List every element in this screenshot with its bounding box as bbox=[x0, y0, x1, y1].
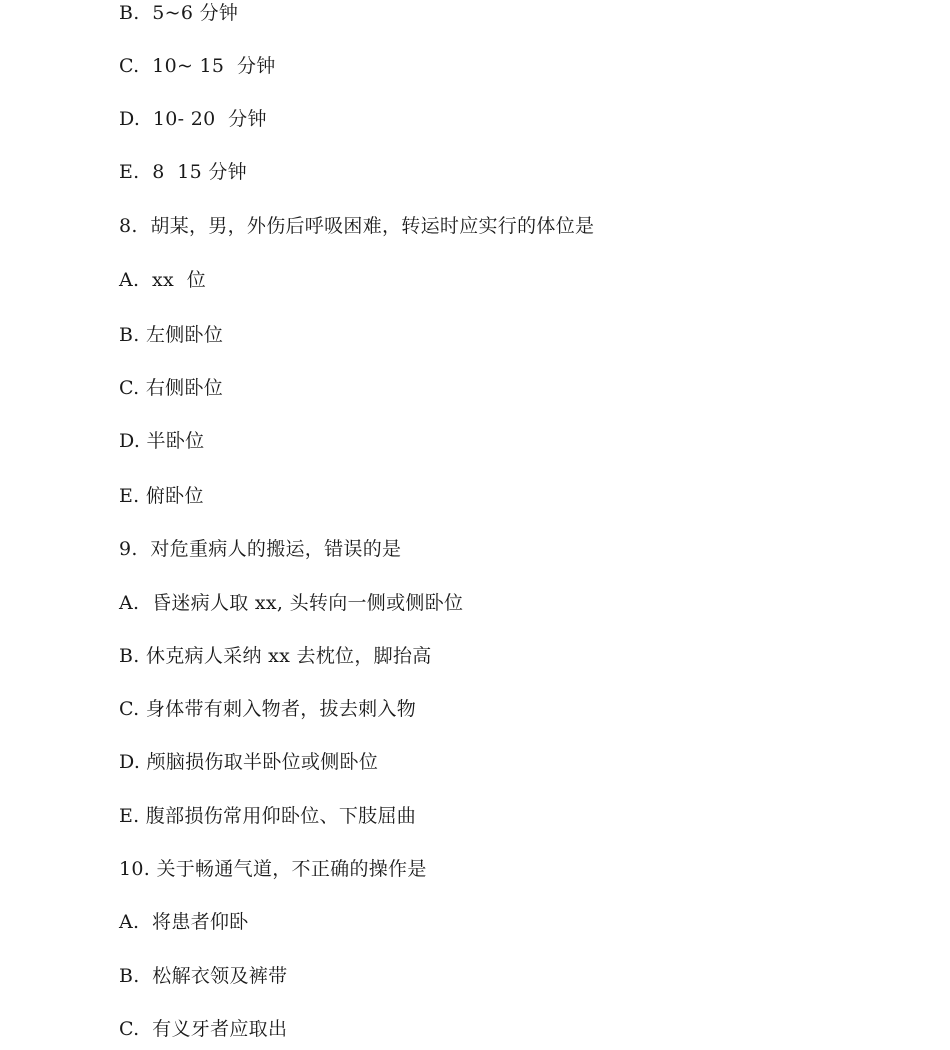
q9-option-e: E. 腹部损伤常用仰卧位、下肢屈曲 bbox=[119, 805, 417, 827]
q9-option-b: B. 休克病人采纳 xx 去枕位，脚抬高 bbox=[119, 645, 432, 667]
q9-option-d: D. 颅脑损伤取半卧位或侧卧位 bbox=[119, 751, 379, 773]
q7-option-e: E. 8 15 分钟 bbox=[119, 161, 247, 183]
q8-stem: 8. 胡某，男，外伤后呼吸困难，转运时应实行的体位是 bbox=[119, 215, 595, 237]
q7-option-b: B. 5~6 分钟 bbox=[119, 2, 239, 24]
q7-option-d: D. 10- 20 分钟 bbox=[119, 108, 267, 130]
q10-option-a: A. 将患者仰卧 bbox=[119, 911, 249, 933]
q8-option-c: C. 右侧卧位 bbox=[119, 377, 224, 399]
q9-option-a: A. 昏迷病人取 xx, 头转向一侧或侧卧位 bbox=[119, 592, 464, 614]
q8-option-b: B. 左侧卧位 bbox=[119, 324, 224, 346]
q10-stem: 10. 关于畅通气道，不正确的操作是 bbox=[119, 858, 427, 880]
q9-stem: 9. 对危重病人的搬运，错误的是 bbox=[119, 538, 402, 560]
q10-option-c: C. 有义牙者应取出 bbox=[119, 1018, 288, 1040]
q8-option-e: E. 俯卧位 bbox=[119, 485, 204, 507]
q10-option-b: B. 松解衣领及裤带 bbox=[119, 965, 288, 987]
q8-option-d: D. 半卧位 bbox=[119, 430, 205, 452]
q8-option-a: A. xx 位 bbox=[119, 269, 207, 291]
q9-option-c: C. 身体带有刺入物者，拔去刺入物 bbox=[119, 698, 417, 720]
q7-option-c: C. 10~ 15 分钟 bbox=[119, 55, 276, 77]
